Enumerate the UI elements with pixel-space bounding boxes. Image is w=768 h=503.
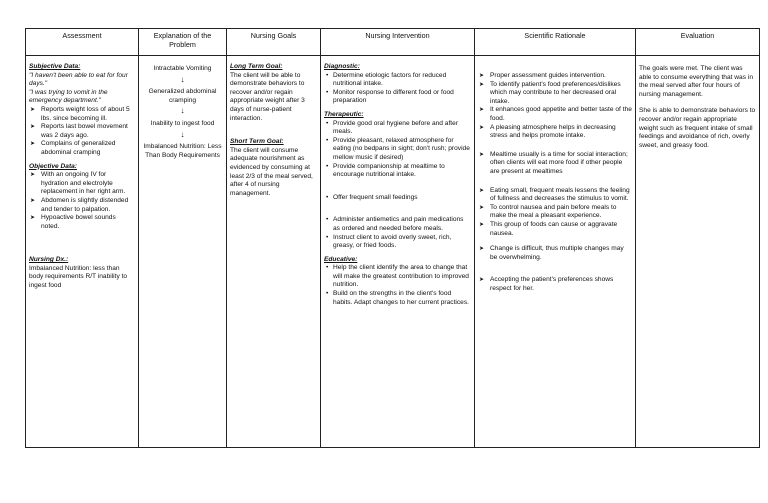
long-term-goal-text: The client will be able to demonstrate behaviors to recover and/or regain appropriate weight after 3 days of nurse-patient interaction. [230, 71, 305, 122]
patient-quote: "I haven't been able to eat for four days." [29, 71, 128, 88]
short-term-goal-text: The client will consume adequate nourishment as evidenced by consuming at least 2/3 of the meal served, after 4 of nursing management. [230, 146, 313, 197]
therapeutic-heading: Therapeutic: [324, 110, 364, 118]
nursing-dx-heading: Nursing Dx.: [29, 256, 69, 264]
short-term-goal-heading: Short Term Goal: [230, 138, 284, 146]
subjective-list [29, 106, 135, 158]
list-item: ➤ Reports last bowel movement was 2 days ago. [41, 123, 135, 140]
header-evaluation: Evaluation [636, 29, 760, 56]
list-item: • Determine etiologic factors for reduced nutritional intake. [333, 72, 471, 89]
header-assessment: Assessment [26, 29, 139, 56]
header-row [26, 29, 760, 56]
list-item: ➤ Proper assessment guides intervention. [490, 72, 632, 81]
nursing-goals-cell [227, 56, 321, 448]
list-item: • Provide companionship at mealtime to encourage nutritional intake. [333, 163, 471, 180]
therapeutic-list [324, 216, 471, 250]
assessment-cell [26, 56, 139, 448]
therapeutic-list [324, 194, 471, 203]
explanation-cell [139, 56, 227, 448]
list-item: ➤ Eating small, frequent meals lessens the feeling of fullness and decreases the stimulus to vomit. [490, 187, 632, 204]
diagnostic-heading: Diagnostic: [324, 63, 360, 70]
down-arrow-icon: ↓ [180, 129, 185, 139]
scientific-rationale-cell [475, 56, 636, 448]
evaluation-cell [636, 56, 760, 448]
list-item: ➤ It enhances good appetite and better taste of the food. [490, 106, 632, 123]
list-item: ➤ Hypoactive bowel sounds noted. [41, 214, 135, 231]
subjective-heading: Subjective Data: [29, 63, 81, 70]
list-item: ➤ A pleasing atmosphere helps in decreasing stress and helps promote intake. [490, 124, 632, 141]
nursing-care-plan-table [25, 28, 760, 448]
educative-heading: Educative: [324, 255, 358, 263]
list-item: ➤ With an ongoing IV for hydration and electrolyte replacement in her right arm. [41, 171, 135, 197]
explanation-step: Imbalanced Nutrition: Less Than Body Requirements [143, 143, 222, 159]
therapeutic-list [324, 120, 471, 180]
evaluation-paragraph: She is able to demonstrate behaviors to recover and/or regain appropriate weight such as frequent intake of small feedings and avoidance of rich, overly sweet, and greasy food. [639, 107, 756, 149]
educative-list [324, 264, 471, 307]
list-item: • Provide good oral hygiene before and after meals. [333, 120, 471, 137]
explanation-step: Generalized abdominal cramping [148, 88, 217, 104]
list-item: • Monitor response to different food or food preparation [333, 89, 471, 106]
long-term-goal-heading: Long Term Goal: [230, 63, 283, 70]
list-item: ➤ Abdomen is slightly distended and tender to palpation. [41, 197, 135, 214]
list-item: • Help the client identify the area to change that will make the greatest contribution to improved nutrition. [333, 264, 471, 290]
evaluation-paragraph: The goals were met. The client was able to consume everything that was in the meal served after four hours of nursing management. [639, 65, 753, 98]
list-item: ➤ To identify patient's food preferences/dislikes which may contribute to her decreased oral intake. [490, 81, 632, 107]
header-scientific-rationale: Scientific Rationale [475, 29, 636, 56]
list-item: ➤ Reports weight loss of about 5 lbs. since becoming ill. [41, 106, 135, 123]
down-arrow-icon: ↓ [180, 106, 185, 116]
list-item: ➤ To control nausea and pain before meals to make the meal a pleasant experience. [490, 204, 632, 221]
content-row [26, 56, 760, 448]
list-item: ➤ This group of foods can cause or aggravate nausea. [490, 221, 632, 238]
list-item: • Build on the strengths in the client's food habits. Adapt changes to her current practices. [333, 290, 471, 307]
list-item: • Offer frequent small feedings [333, 194, 471, 203]
explanation-step: Inability to ingest food [150, 119, 215, 127]
list-item: • Provide pleasant, relaxed atmosphere for eating (no bedpans in sight; don't rush; provide mellow music if desired) [333, 137, 471, 163]
list-item: ➤ Change is difficult, thus multiple changes may be overwhelming. [490, 245, 632, 262]
rationale-list [478, 276, 632, 293]
list-item: ➤ Mealtime usually is a time for social interaction; often clients will eat more food if other people are present at mealtimes [490, 151, 632, 177]
header-nursing-intervention: Nursing Intervention [321, 29, 475, 56]
down-arrow-icon: ↓ [180, 74, 185, 84]
list-item: ➤ Complains of generalized abdominal cramping [41, 140, 135, 157]
list-item: • Instruct client to avoid overly sweet, rich, greasy, or fried foods. [333, 234, 471, 251]
diagnostic-list [324, 72, 471, 106]
rationale-list [478, 72, 632, 141]
explanation-step: Intractable Vomiting [153, 65, 212, 72]
objective-list [29, 171, 135, 231]
list-item: ➤ Accepting the patient's preferences shows respect for her. [490, 276, 632, 293]
objective-heading: Objective Data: [29, 162, 78, 170]
rationale-list [478, 151, 632, 177]
header-explanation: Explanation of the Problem [139, 29, 227, 56]
nursing-dx-text: Imbalanced Nutrition: less than body requirements R/T inability to ingest food [29, 264, 128, 290]
list-item: • Administer antiemetics and pain medications as ordered and needed before meals. [333, 216, 471, 233]
rationale-list [478, 245, 632, 262]
patient-quote: "I was trying to vomit in the emergency department." [29, 88, 108, 105]
nursing-intervention-cell [321, 56, 475, 448]
header-nursing-goals: Nursing Goals [227, 29, 321, 56]
rationale-list [478, 187, 632, 239]
